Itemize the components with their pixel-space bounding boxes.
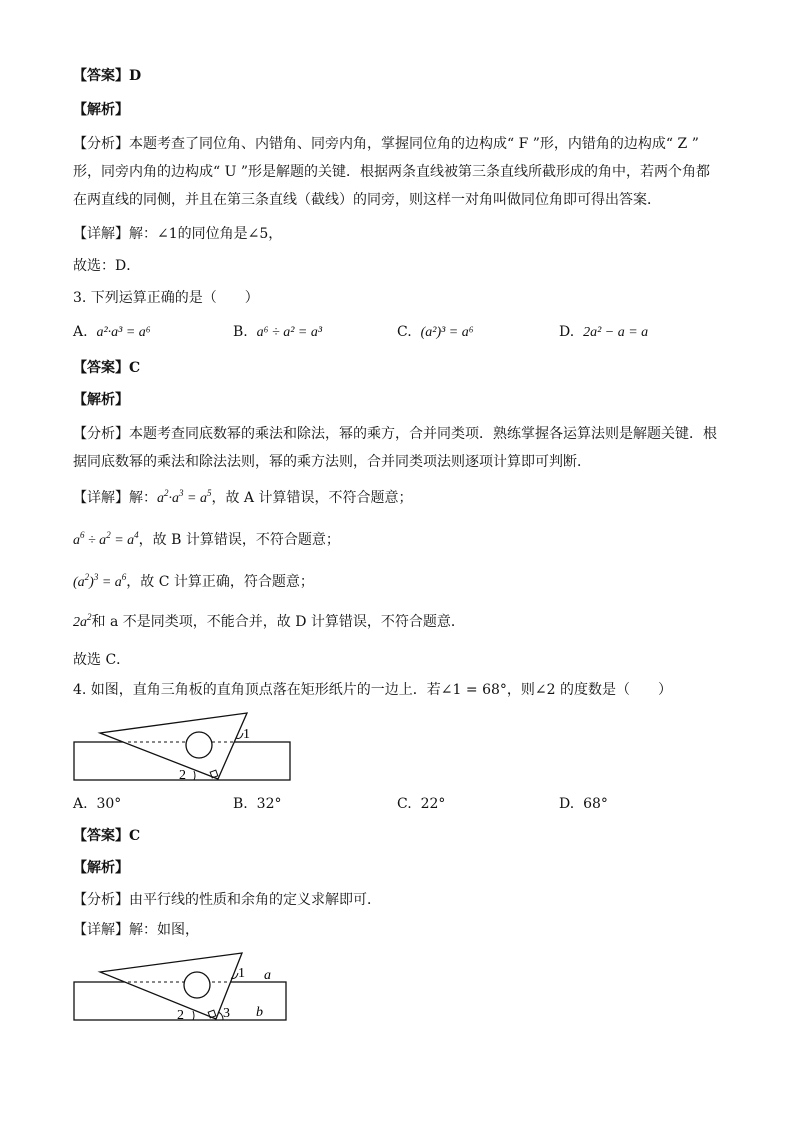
analysis-label-2: 【解析】 bbox=[73, 102, 129, 118]
angle-3-label: 3 bbox=[223, 1006, 230, 1021]
q3-option-d: D. 2a² − a = a bbox=[559, 324, 649, 340]
q3-option-a: A. a²·a³ = a⁶ bbox=[73, 324, 151, 340]
q3-option-c: C. (a²)³ = a⁶ bbox=[397, 324, 474, 340]
analysis-text-3-line2: 据同底数幂的乘法和除法法则，幂的乘方法则，合并同类项法则逐项计算即可判断． bbox=[73, 454, 591, 470]
set-square bbox=[100, 713, 247, 779]
answer-label-3: 【答案】C bbox=[73, 360, 141, 376]
analysis-text-2-line1: 【分析】本题考查了同位角、内错角、同旁内角，掌握同位角的边构成“ F ”形，内错角的边构成“ Z ” bbox=[73, 136, 699, 152]
detail-text-2: 【详解】解：∠1的同位角是∠5， bbox=[73, 226, 283, 242]
angle-2-arc bbox=[193, 1011, 194, 1020]
conclusion-3: 故选 C． bbox=[73, 652, 131, 668]
triangle-hole bbox=[186, 732, 212, 758]
question-4: 4. 如图，直角三角板的直角顶点落在矩形纸片的一边上．若∠1 = 68°，则∠2 的度数是（ ） bbox=[73, 682, 672, 698]
detail-3-c: $(a^2)^3 = a^6$，故 C 计算正确，符合题意； bbox=[73, 572, 314, 590]
q4-option-a: A. 30° bbox=[73, 796, 122, 812]
angle-2-label: 2 bbox=[179, 768, 186, 783]
set-square bbox=[100, 953, 242, 1019]
q4-option-d: D. 68° bbox=[559, 796, 608, 812]
line-b-label: b bbox=[256, 1005, 263, 1020]
answer-label-2: 【答案】D bbox=[73, 68, 142, 84]
triangle-rectangle-figure-2 bbox=[60, 948, 300, 1028]
detail-3-a: 【详解】解：$a^2\cdot a^3 = a^5$，故 A 计算错误，不符合题意； bbox=[73, 488, 413, 506]
detail-text-4: 【详解】解：如图， bbox=[73, 922, 199, 938]
conclusion-2: 故选：D． bbox=[73, 258, 141, 274]
detail-3-d: $2a^2$和 a 不是同类项，不能合并，故 D 计算错误，不符合题意． bbox=[73, 612, 465, 630]
analysis-text-2-line2: 形，同旁内角的边构成“ U ”形是解题的关键．根据两条直线被第三条直线所截形成的角中，若两个角都 bbox=[73, 164, 711, 180]
triangle-hole bbox=[184, 972, 210, 998]
angle-1-label: 1 bbox=[238, 966, 245, 981]
analysis-label-4: 【解析】 bbox=[73, 860, 129, 876]
q4-option-c: C. 22° bbox=[397, 796, 446, 812]
analysis-text-4: 【分析】由平行线的性质和余角的定义求解即可． bbox=[73, 892, 381, 908]
answer-label-4: 【答案】C bbox=[73, 828, 141, 844]
analysis-label-3: 【解析】 bbox=[73, 392, 129, 408]
analysis-text-3-line1: 【分析】本题考查同底数幂的乘法和除法，幂的乘方，合并同类项．熟练掌握各运算法则是解题关键．根 bbox=[73, 426, 717, 442]
question-3: 3. 下列运算正确的是（ ） bbox=[73, 290, 259, 306]
line-a-label: a bbox=[264, 968, 271, 983]
q4-option-b: B. 32° bbox=[233, 796, 282, 812]
angle-2-arc bbox=[194, 771, 195, 780]
triangle-rectangle-figure-1 bbox=[60, 708, 300, 786]
q3-option-b: B. a⁶ ÷ a² = a³ bbox=[233, 324, 323, 340]
angle-1-label: 1 bbox=[243, 727, 250, 742]
detail-3-b: $a^6 \div a^2 = a^4$，故 B 计算错误，不符合题意； bbox=[73, 530, 340, 548]
angle-2-label: 2 bbox=[177, 1008, 184, 1023]
analysis-text-2-line3: 在两直线的同侧，并且在第三条直线（截线）的同旁，则这样一对角叫做同位角即可得出答案． bbox=[73, 192, 661, 208]
